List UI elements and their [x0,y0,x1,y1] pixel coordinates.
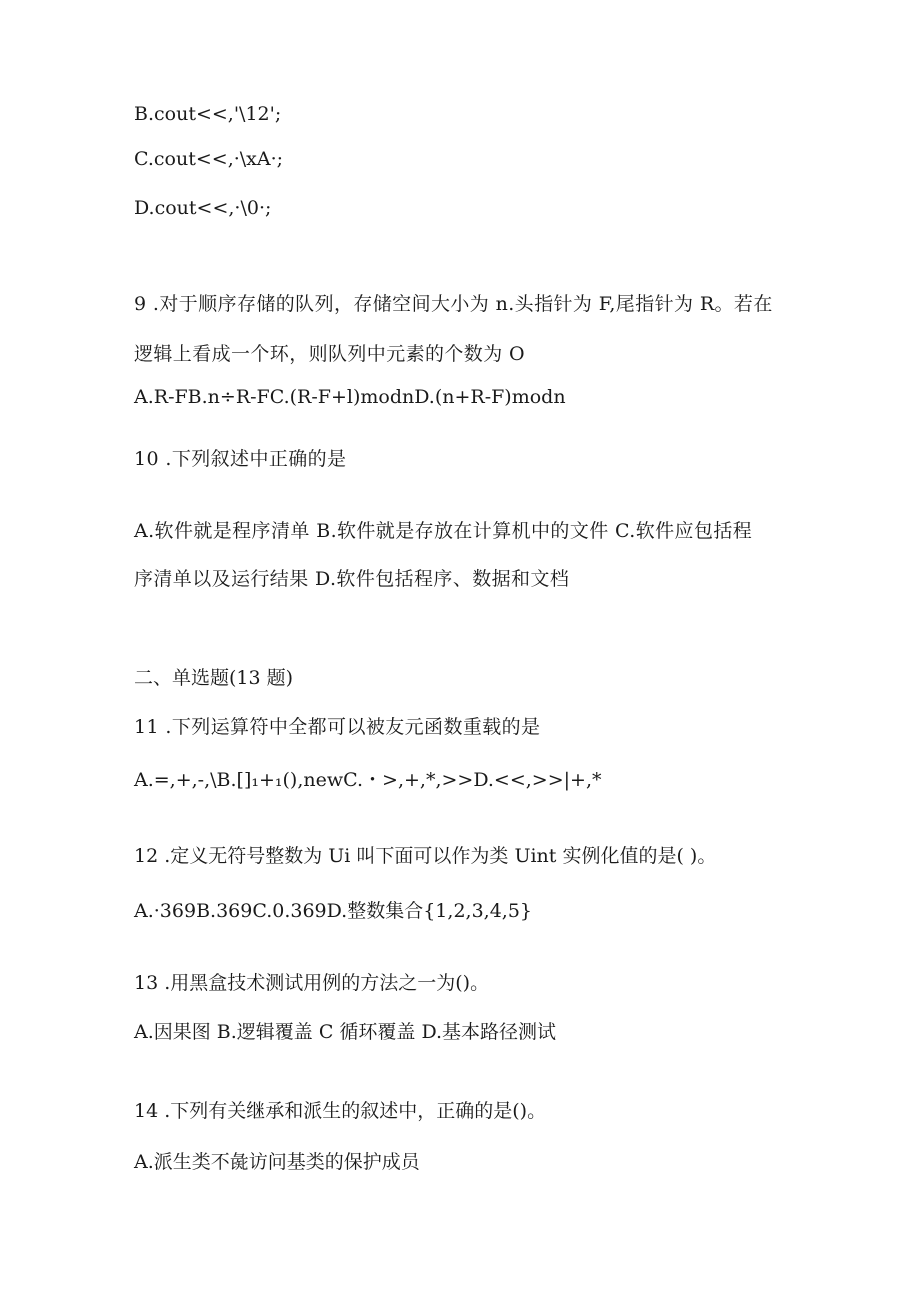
question-9-text-cont: 逻辑上看成一个环，则队列中元素的个数为 O [134,343,526,365]
question-13-text: 13 .用黑盒技术测试用例的方法之一为()。 [134,972,490,994]
option-c-line: C.cout<<,·\xA·; [134,148,284,170]
question-12-options: A.·369B.369C.0.369D.整数集合{1,2,3,4,5} [134,900,532,922]
question-11-text: 11 .下列运算符中全都可以被友元函数重载的是 [134,716,541,738]
question-12-text: 12 .定义无符号整数为 Ui 叫下面可以作为类 Uint 实例化值的是( )。 [134,845,717,867]
question-11-options: A.=,+,-,\B.[]₁+₁(),newC.・>,+,*,>>D.<<,>>|+,* [134,769,602,791]
question-9-options: A.R-FB.n÷R-FC.(R-F+l)modnD.(n+R-F)modn [134,386,566,408]
section-heading: 二、单选题(13 题) [134,667,294,689]
question-14-option-a: A.派生类不彘访问基类的保护成员 [134,1151,420,1173]
question-13-options: A.因果图 B.逻辑覆盖 C 循环覆盖 D.基本路径测试 [134,1021,557,1043]
option-d-line: D.cout<<,·\0·; [134,197,272,219]
question-9-text: 9 .对于顺序存储的队列，存储空间大小为 n.头指针为 F,尾指针为 R。若在 [134,293,773,315]
question-10-options: A.软件就是程序清单 B.软件就是存放在计算机中的文件 C.软件应包括程 [134,520,753,542]
option-b-line: B.cout<<,'\12'; [134,103,282,125]
question-14-text: 14 .下列有关继承和派生的叙述中，正确的是()。 [134,1100,547,1122]
question-10-text: 10 .下列叙述中正确的是 [134,448,347,470]
question-10-options-cont: 序清单以及运行结果 D.软件包括程序、数据和文档 [134,568,570,590]
